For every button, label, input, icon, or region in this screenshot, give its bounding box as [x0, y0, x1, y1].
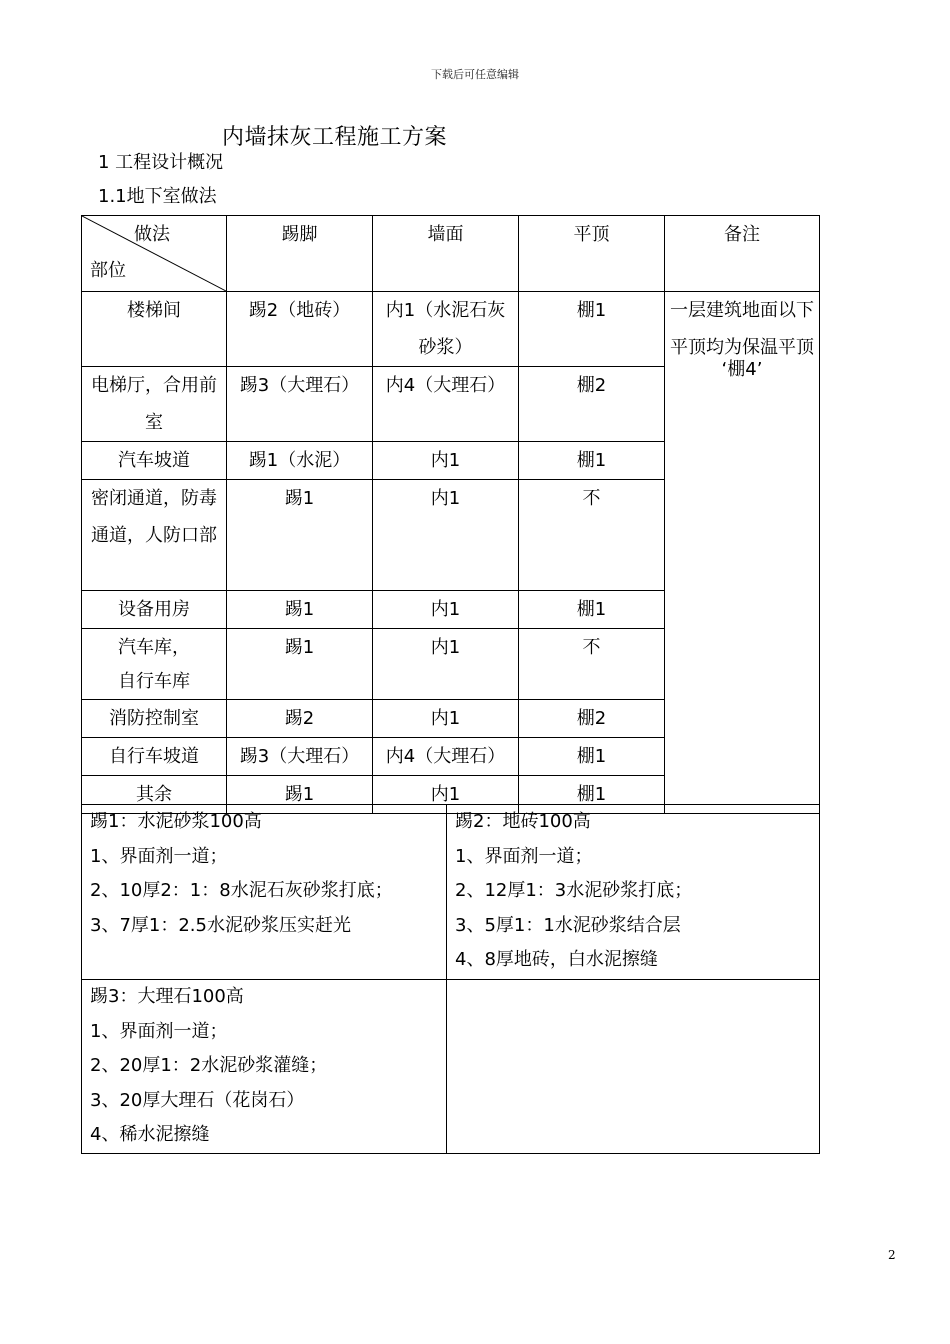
column-header-ceiling: 平顶: [519, 216, 665, 292]
row-wall: 内1: [373, 442, 519, 480]
kick2-title: 踢2：地砖100高: [455, 811, 591, 832]
row-wall: 内1: [373, 591, 519, 629]
kick3-note: [82, 980, 447, 1154]
diag-header-part: 部位: [90, 260, 126, 281]
row-wall: 内4（大理石）: [373, 367, 519, 442]
row-part: 汽车坡道: [82, 442, 227, 480]
row-part: 楼梯间: [82, 292, 227, 367]
row-part: 电梯厅，合用前室: [82, 367, 227, 442]
diagonal-header-cell: [82, 216, 227, 292]
row-part: 设备用房: [82, 591, 227, 629]
page-number: 2: [888, 1248, 896, 1262]
notes-row: [82, 980, 820, 1154]
row-ceiling: 不: [519, 480, 665, 591]
row-kick: 踢1（水泥）: [227, 442, 373, 480]
empty-note-cell: [447, 980, 820, 1154]
row-part-line1: 汽车库，: [118, 637, 190, 658]
row-kick: 踢1: [227, 480, 373, 591]
row-kick: 踢2: [227, 700, 373, 738]
subsection-heading: 1.1地下室做法: [98, 186, 217, 207]
kick2-step: 2、12厚1：3水泥砂浆打底；: [455, 880, 693, 901]
document-title: 内墙抹灰工程施工方案: [222, 125, 448, 150]
row-kick: 踢1: [227, 629, 373, 700]
column-header-remark: 备注: [665, 216, 820, 292]
row-ceiling: 棚1: [519, 738, 665, 776]
row-part: 消防控制室: [82, 700, 227, 738]
row-part: 自行车坡道: [82, 738, 227, 776]
page-header: 下载后可任意编辑: [431, 68, 519, 81]
kick1-note: [82, 805, 447, 980]
kick1-step: 1、界面剂一道；: [90, 845, 228, 867]
column-header-wall: 墙面: [373, 216, 519, 292]
row-ceiling: 棚1: [519, 776, 665, 814]
row-part: 其余: [82, 776, 227, 814]
kick3-step: 1、界面剂一道；: [90, 1020, 228, 1042]
kick2-note: [447, 805, 820, 980]
row-kick: 踢2（地砖）: [227, 292, 373, 367]
kick2-step: 1、界面剂一道；: [455, 845, 593, 867]
kick1-step: 2、10厚2：1：8水泥石灰砂浆打底；: [90, 880, 393, 901]
section-heading: 1 工程设计概况: [98, 152, 224, 173]
row-wall: 内1: [373, 700, 519, 738]
kick1-title: 踢1：水泥砂浆100高: [90, 811, 262, 832]
remark-code: ‘棚4’: [721, 359, 763, 380]
row-kick: 踢3（大理石）: [227, 367, 373, 442]
row-kick: 踢1: [227, 776, 373, 814]
row-ceiling: 棚1: [519, 591, 665, 629]
kick3-step: 3、20厚大理石（花岗石）: [90, 1089, 305, 1111]
row-kick: 踢1: [227, 591, 373, 629]
kick2-step: 4、8厚地砖，白水泥擦缝: [455, 949, 658, 970]
remark-cell: [665, 292, 820, 814]
row-wall: 内1: [373, 629, 519, 700]
kick1-step: 3、7厚1：2.5水泥砂浆压实赶光: [90, 914, 351, 936]
kick3-step: 4、稀水泥擦缝: [90, 1124, 210, 1145]
row-part: 密闭通道，防毒通道，人防口部: [82, 480, 227, 591]
column-header-kick: 踢脚: [227, 216, 373, 292]
kick2-step: 3、5厚1：1水泥砂浆结合层: [455, 914, 681, 936]
table-row: [82, 292, 820, 367]
notes-row: [82, 805, 820, 980]
row-ceiling: 棚1: [519, 292, 665, 367]
row-wall: 内1: [373, 480, 519, 591]
remark-text: 一层建筑地面以下平顶均为保温平顶: [670, 300, 814, 358]
row-wall: 内1（水泥石灰砂浆）: [373, 292, 519, 367]
methods-table: [81, 215, 820, 814]
row-kick: 踢3（大理石）: [227, 738, 373, 776]
kick3-title: 踢3：大理石100高: [90, 986, 244, 1007]
row-ceiling: 棚1: [519, 442, 665, 480]
row-ceiling: 棚2: [519, 367, 665, 442]
row-part: [82, 629, 227, 700]
table-header-row: [82, 216, 820, 292]
diag-header-method: 做法: [134, 224, 170, 245]
row-wall: 内1: [373, 776, 519, 814]
row-part-line2: 自行车库: [118, 671, 190, 692]
row-wall: 内4（大理石）: [373, 738, 519, 776]
kick3-step: 2、20厚1：2水泥砂浆灌缝；: [90, 1055, 328, 1076]
row-ceiling: 棚2: [519, 700, 665, 738]
notes-table: [81, 804, 820, 1154]
row-ceiling: 不: [519, 629, 665, 700]
